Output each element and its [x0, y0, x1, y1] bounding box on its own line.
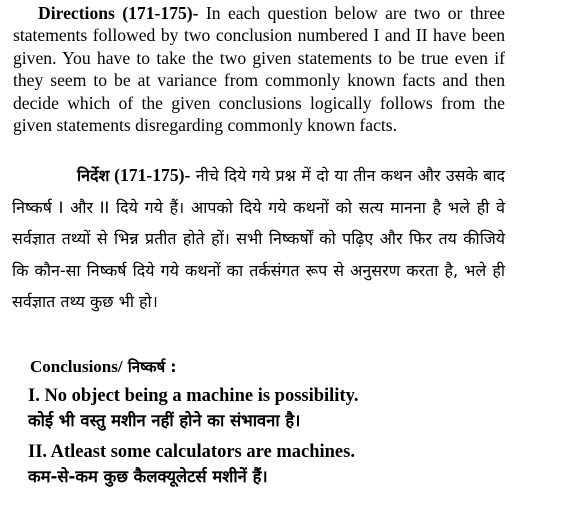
directions-english	[13, 2, 505, 136]
directions-label-hindi-range: (171-175)-	[109, 165, 191, 185]
conclusions-heading-hi: निष्कर्ष :	[122, 358, 177, 376]
directions-label-hindi	[77, 166, 190, 185]
conclusion-2-english: II. Atleast some calculators are machines.	[28, 442, 355, 462]
directions-label-hindi-word: निर्देश	[77, 166, 110, 185]
directions-text: In each question below are two or three statements followed by two conclusion numbered I and II have been given. You have to take the two given statements to be true even if they seem to be at variance from commonly known facts and then decide which of the given conclusions logically follows from the given statements disregarding commonly known facts.	[13, 3, 505, 136]
directions-label: Directions (171-175)-	[38, 3, 199, 23]
directions-hindi	[12, 160, 505, 318]
directions-text-hindi: नीचे दिये गये प्रश्न में दो या तीन कथन और उसके बाद निष्कर्ष I और II दिये गये हैं। आपको दिये गये कथनों को सत्य मानना है भले ही वे सर्वज्ञात तथ्यों से भिन्न प्रतीत होते हों। सभी निष्कर्षों को पढ़िए और फिर तय कीजिये कि कौन-सा निष्कर्ष दिये गये कथनों का तर्कसंगत रूप से अनुसरण करता है, भले ही सर्वज्ञात तथ्य कुछ भी हो।	[12, 166, 505, 311]
conclusions-heading	[30, 356, 176, 378]
conclusion-1-english: I. No object being a machine is possibility.	[28, 386, 359, 406]
conclusions-heading-en: Conclusions/	[30, 357, 123, 376]
conclusion-1-hindi: कोई भी वस्तु मशीन नहीं होने का संभावना है।	[28, 411, 301, 430]
conclusion-2-hindi: कम-से-कम कुछ कैलक्यूलेटर्स मशीनें हैं।	[28, 467, 268, 486]
